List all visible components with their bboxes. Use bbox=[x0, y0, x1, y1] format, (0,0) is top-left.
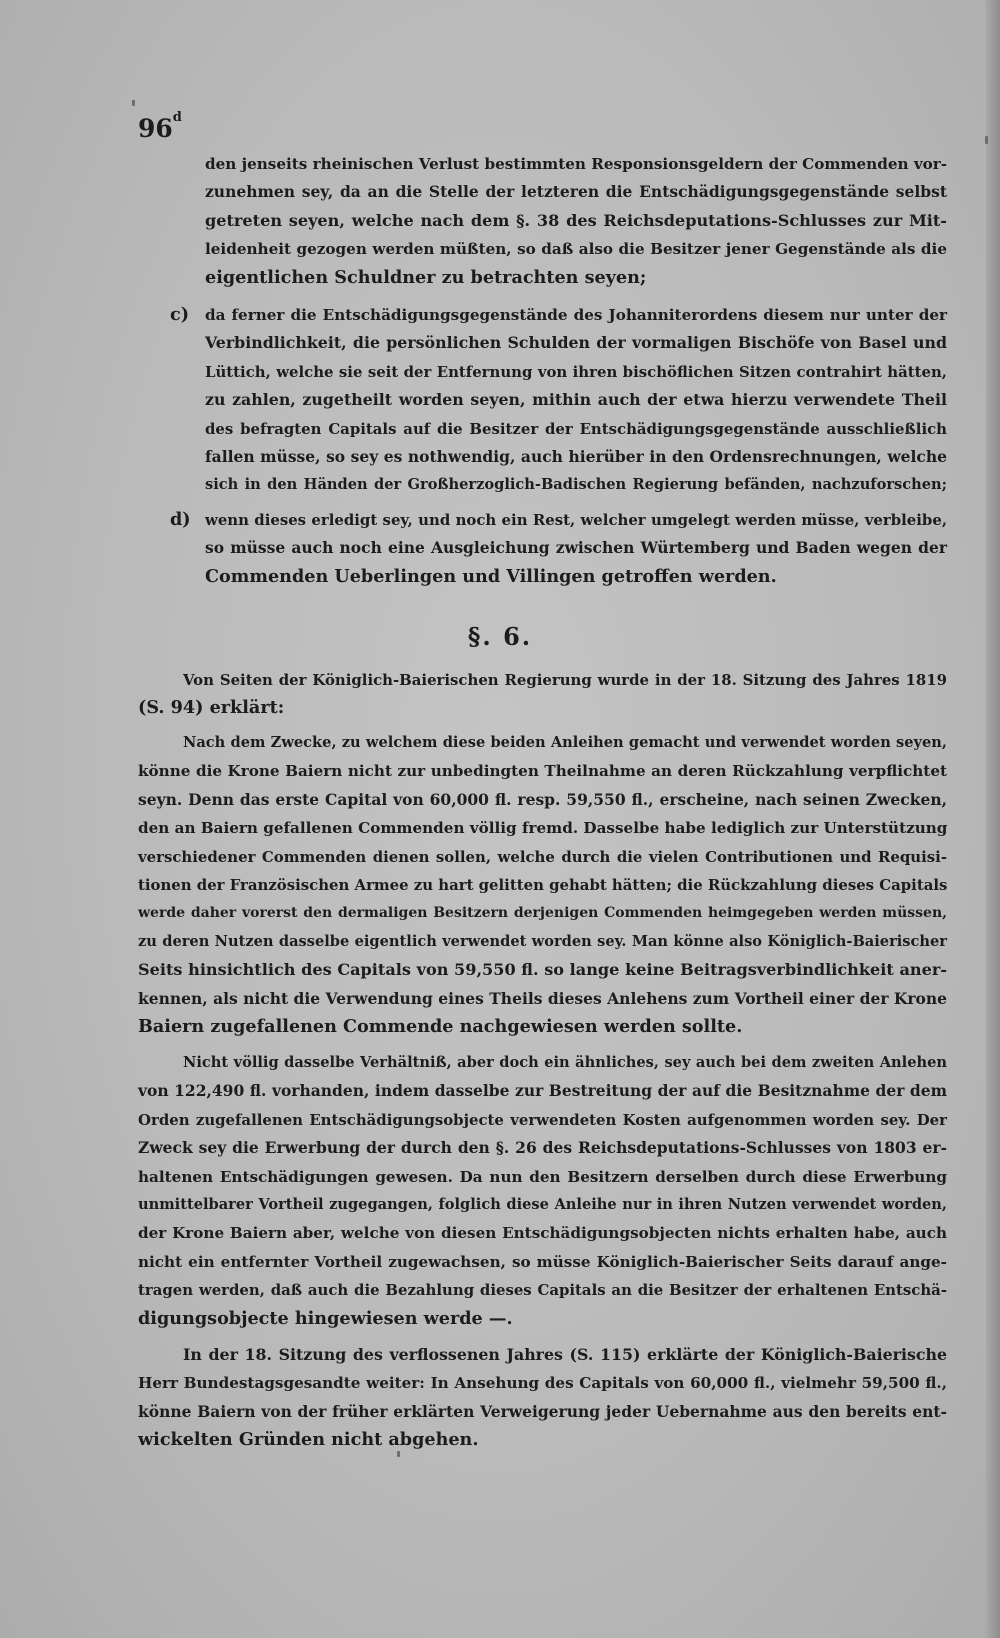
text-line: tionen der Französischen Armee zu hart gelitten gehabt hätten; die Rückzahlung dieses Capitals bbox=[138, 876, 948, 895]
text-line: könne Baiern von der früher erklärten Verweigerung jeder Uebernahme aus den bereits ent- bbox=[138, 1401, 947, 1421]
paragraph bbox=[138, 666, 947, 723]
page-edge bbox=[986, 0, 1000, 1638]
text-line: verschiedener Commenden dienen sollen, welche durch die vielen Contributionen und Requisi- bbox=[138, 847, 947, 866]
text-line: Herr Bundestagsgesandte weiter: In Ansehung des Capitals von 60,000 fl., vielmehr 59,500 fl., bbox=[138, 1374, 947, 1393]
text-line: Orden zugefallenen Entschädigungsobjecte verwendeten Kosten aufgenommen worden sey. Der bbox=[138, 1110, 947, 1129]
list-item-body bbox=[205, 506, 947, 591]
text-line: werde daher vorerst den dermaligen Besitzern derjenigen Commenden heimgegeben werden müssen, bbox=[138, 905, 947, 922]
text-line: wickelten Gründen nicht abgehen. bbox=[138, 1429, 479, 1451]
print-speck bbox=[397, 1451, 400, 1457]
paragraph bbox=[138, 729, 947, 1041]
text-line: Lüttich, welche sie seit der Entfernung von ihren bischöflichen Sitzen contrahirt hätten, bbox=[205, 362, 947, 381]
text-line: könne die Krone Baiern nicht zur unbedingten Theilnahme an deren Rückzahlung verpflichtet bbox=[138, 762, 947, 781]
print-speck bbox=[132, 100, 135, 106]
section-heading: §. 6. bbox=[467, 622, 533, 651]
text-line: seyn. Denn das erste Capital von 60,000 fl. resp. 59,550 fl., erscheine, nach seinen Zwecken, bbox=[138, 789, 947, 809]
text-line: Commenden Ueberlingen und Villingen getroffen werden. bbox=[205, 565, 777, 587]
continuation-block bbox=[205, 150, 947, 292]
text-line: zunehmen sey, da an die Stelle der letzteren die Entschädigungsgegenstände selbst bbox=[205, 182, 947, 202]
text-line: von 122,490 fl. vorhanden, indem dasselbe zur Bestreitung der auf die Besitznahme der dem bbox=[138, 1081, 947, 1101]
text-line: (S. 94) erklärt: bbox=[138, 697, 285, 719]
text-line: da ferner die Entschädigungsgegenstände des Johanniterordens diesem nur unter der bbox=[205, 306, 947, 324]
text-line: Nach dem Zwecke, zu welchem diese beiden Anleihen gemacht und verwendet worden seyen, bbox=[183, 734, 947, 751]
text-line: haltenen Entschädigungen gewesen. Da nun den Besitzern derselben durch diese Erwerbung bbox=[138, 1167, 947, 1186]
text-line: den jenseits rheinischen Verlust bestimmten Responsionsgeldern der Commenden vor- bbox=[205, 155, 948, 173]
page-number bbox=[138, 110, 182, 143]
text-line: wenn dieses erledigt sey, und noch ein Rest, welcher umgelegt werden müsse, verbleibe, bbox=[205, 511, 947, 529]
text-line: unmittelbarer Vortheil zugegangen, folglich diese Anleihe nur in ihren Nutzen verwendet worden, bbox=[138, 1196, 947, 1214]
page-number-suffix: d bbox=[172, 110, 182, 125]
text-line: Verbindlichkeit, die persönlichen Schulden der vormaligen Bischöfe von Basel und bbox=[205, 333, 947, 353]
text-line: Zweck sey die Erwerbung der durch den §. 26 des Reichsdeputations-Schlusses von 1803 er- bbox=[138, 1138, 947, 1158]
text-line: den an Baiern gefallenen Commenden völlig fremd. Dasselbe habe lediglich zur Unterstützung bbox=[138, 819, 948, 838]
text-line: Baiern zugefallenen Commende nachgewiesen werden sollte. bbox=[138, 1016, 743, 1038]
list-item-marker: c) bbox=[170, 304, 190, 325]
text-line: Nicht völlig dasselbe Verhältniß, aber doch ein ähnliches, sey auch bei dem zweiten Anlehen bbox=[183, 1054, 947, 1071]
text-line: zu deren Nutzen dasselbe eigentlich verwendet worden sey. Man könne also Königlich-Baierischer bbox=[138, 932, 947, 950]
list-item-body bbox=[205, 301, 947, 500]
text-line: In der 18. Sitzung des verflossenen Jahres (S. 115) erklärte der Königlich-Baierische bbox=[183, 1345, 947, 1364]
text-line: tragen werden, daß auch die Bezahlung dieses Capitals an die Besitzer der erhaltenen Entschä- bbox=[138, 1281, 947, 1300]
text-line: des befragten Capitals auf die Besitzer der Entschädigungsgegenstände ausschließlich bbox=[205, 419, 947, 438]
text-line: so müsse auch noch eine Ausgleichung zwischen Würtemberg und Baden wegen der bbox=[205, 538, 947, 558]
list-item-marker: d) bbox=[170, 509, 191, 530]
text-line: fallen müsse, so sey es nothwendig, auch hierüber in den Ordensrechnungen, welche bbox=[205, 447, 947, 467]
paragraph bbox=[138, 1341, 947, 1455]
paragraph bbox=[138, 1049, 947, 1333]
text-line: der Krone Baiern aber, welche von diesen Entschädigungsobjecten nichts erhalten habe, auch bbox=[138, 1224, 947, 1243]
text-line: zu zahlen, zugetheilt worden seyen, mithin auch der etwa hierzu verwendete Theil bbox=[205, 390, 947, 410]
page-number-value: 96 bbox=[138, 114, 173, 143]
text-line: getreten seyen, welche nach dem §. 38 des Reichsdeputations-Schlusses zur Mit- bbox=[205, 210, 947, 230]
print-speck bbox=[985, 136, 988, 144]
text-line: sich in den Händen der Großherzoglich-Badischen Regierung befänden, nachzuforschen; bbox=[205, 476, 947, 494]
text-line: nicht ein entfernter Vortheil zugewachsen, so müsse Königlich-Baierischer Seits darauf ange- bbox=[138, 1252, 947, 1271]
text-line: digungsobjecte hingewiesen werde —. bbox=[138, 1307, 513, 1329]
text-line: kennen, als nicht die Verwendung eines Theils dieses Anlehens zum Vortheil einer der Krone bbox=[138, 988, 947, 1008]
text-line: Von Seiten der Königlich-Baierischen Regierung wurde in der 18. Sitzung des Jahres 1819 bbox=[183, 671, 947, 689]
text-line: Seits hinsichtlich des Capitals von 59,550 fl. so lange keine Beitragsverbindlichkeit aner- bbox=[138, 960, 947, 980]
text-line: leidenheit gezogen werden müßten, so daß also die Besitzer jener Gegenstände als die bbox=[205, 240, 947, 259]
text-line: eigentlichen Schuldner zu betrachten seyen; bbox=[205, 266, 647, 288]
